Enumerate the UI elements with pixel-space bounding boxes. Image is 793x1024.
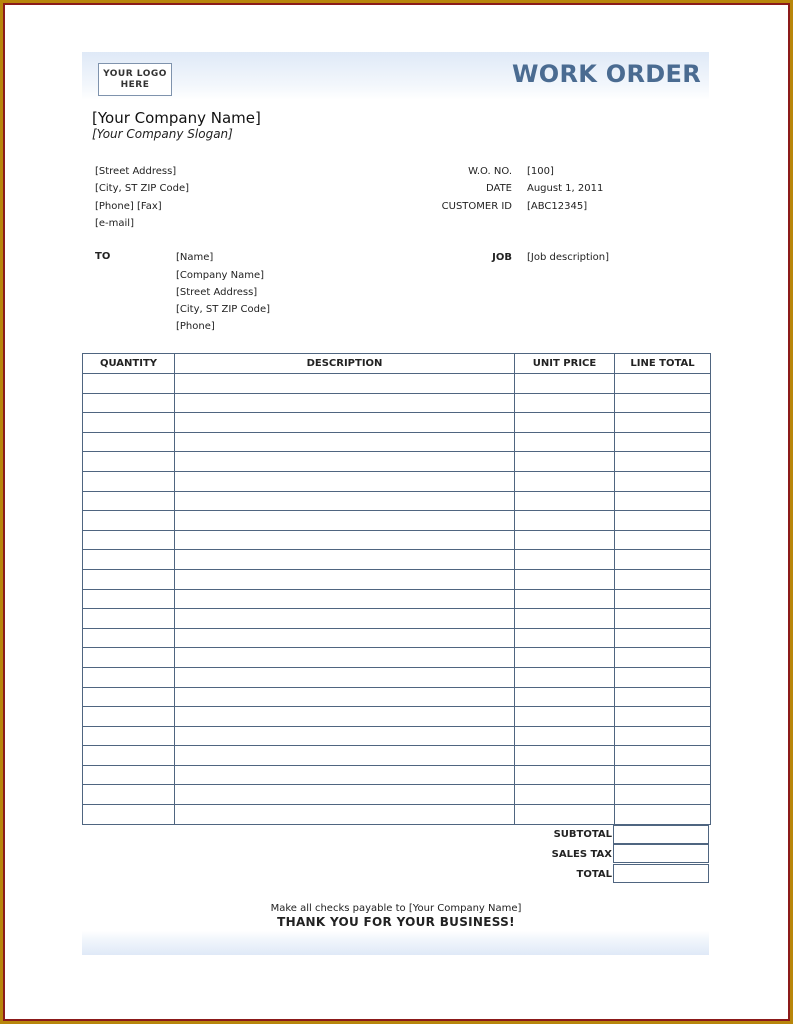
table-header-row [83,354,711,374]
document-title: WORK ORDER [512,60,701,88]
table-row [83,393,711,413]
line-items-table [82,353,711,825]
description-cell[interactable] [175,589,515,609]
description-cell[interactable] [175,471,515,491]
customer-id-value: [ABC12345] [527,201,588,212]
unit-price-cell[interactable] [515,530,615,550]
line-total-cell[interactable] [615,530,711,550]
to-street: [Street Address] [176,287,258,298]
to-city: [City, ST ZIP Code] [176,304,271,315]
table-row [83,452,711,472]
description-cell[interactable] [175,491,515,511]
quantity-cell[interactable] [83,550,175,570]
job-description: [Job description] [527,252,609,263]
unit-price-cell[interactable] [515,511,615,531]
table-row [83,589,711,609]
company-slogan: [Your Company Slogan] [92,127,233,141]
logo-line-1: YOUR LOGO [103,68,167,79]
description-cell[interactable] [175,374,515,394]
line-total-cell[interactable] [615,726,711,746]
line-total-cell[interactable] [615,667,711,687]
logo-placeholder [98,63,172,96]
description-cell[interactable] [175,785,515,805]
table-row [83,648,711,668]
line-total-cell[interactable] [615,609,711,629]
line-total-cell[interactable] [615,413,711,433]
table-row [83,491,711,511]
description-cell[interactable] [175,530,515,550]
quantity-cell[interactable] [83,530,175,550]
description-cell[interactable] [175,413,515,433]
unit-price-cell[interactable] [515,785,615,805]
description-cell[interactable] [175,569,515,589]
logo-line-2: HERE [120,79,150,90]
table-row [83,374,711,394]
unit-price-cell[interactable] [515,648,615,668]
quantity-cell[interactable] [83,511,175,531]
date-value: August 1, 2011 [527,183,604,194]
line-total-cell[interactable] [615,805,711,825]
table-row [83,511,711,531]
company-email: [e-mail] [95,218,134,229]
description-cell[interactable] [175,805,515,825]
description-cell[interactable] [175,667,515,687]
table-row [83,707,711,727]
wo-number-label: W.O. NO. [468,166,512,177]
unit-price-cell[interactable] [515,628,615,648]
unit-price-cell[interactable] [515,413,615,433]
quantity-cell[interactable] [83,707,175,727]
company-street: [Street Address] [95,166,177,177]
table-row [83,609,711,629]
unit-price-cell[interactable] [515,687,615,707]
unit-price-cell[interactable] [515,374,615,394]
thank-you-message: THANK YOU FOR YOUR BUSINESS! [277,915,515,929]
quantity-cell[interactable] [83,374,175,394]
description-cell[interactable] [175,393,515,413]
quantity-cell[interactable] [83,726,175,746]
line-total-cell[interactable] [615,785,711,805]
table-row [83,785,711,805]
unit-price-cell[interactable] [515,393,615,413]
description-cell[interactable] [175,648,515,668]
table-row [83,628,711,648]
unit-price-cell[interactable] [515,432,615,452]
unit-price-cell[interactable] [515,471,615,491]
to-phone: [Phone] [176,321,215,332]
to-name: [Name] [176,252,214,263]
unit-price-cell[interactable] [515,667,615,687]
quantity-cell[interactable] [83,609,175,629]
quantity-cell[interactable] [83,413,175,433]
header-quantity: QUANTITY [83,354,175,374]
line-total-cell[interactable] [615,628,711,648]
quantity-cell[interactable] [83,628,175,648]
quantity-cell[interactable] [83,432,175,452]
total-cell[interactable] [613,864,709,883]
unit-price-cell[interactable] [515,452,615,472]
unit-price-cell[interactable] [515,609,615,629]
subtotal-cell[interactable] [613,825,709,844]
description-cell[interactable] [175,609,515,629]
company-city: [City, ST ZIP Code] [95,183,190,194]
quantity-cell[interactable] [83,765,175,785]
line-total-cell[interactable] [615,511,711,531]
line-total-cell[interactable] [615,648,711,668]
unit-price-cell[interactable] [515,707,615,727]
line-total-cell[interactable] [615,765,711,785]
quantity-cell[interactable] [83,648,175,668]
company-name: [Your Company Name] [92,109,261,127]
header-line-total: LINE TOTAL [615,354,711,374]
line-total-cell[interactable] [615,491,711,511]
header-unit-price: UNIT PRICE [515,354,615,374]
description-cell[interactable] [175,550,515,570]
table-row [83,805,711,825]
table-row [83,667,711,687]
quantity-cell[interactable] [83,452,175,472]
date-label: DATE [485,183,512,194]
description-cell[interactable] [175,765,515,785]
quantity-cell[interactable] [83,687,175,707]
company-phone-fax: [Phone] [Fax] [95,201,162,212]
line-total-cell[interactable] [615,589,711,609]
to-label: TO [95,251,111,262]
table-row [83,413,711,433]
line-total-cell[interactable] [615,432,711,452]
subtotal-label: SUBTOTAL [553,829,612,840]
wo-number-value: [100] [527,166,554,177]
unit-price-cell[interactable] [515,550,615,570]
line-total-cell[interactable] [615,569,711,589]
line-total-cell[interactable] [615,707,711,727]
line-total-cell[interactable] [615,471,711,491]
line-total-cell[interactable] [615,687,711,707]
line-total-cell[interactable] [615,746,711,766]
job-label: JOB [492,252,512,263]
line-total-cell[interactable] [615,393,711,413]
table-row [83,432,711,452]
table-row [83,765,711,785]
line-total-cell[interactable] [615,452,711,472]
unit-price-cell[interactable] [515,805,615,825]
unit-price-cell[interactable] [515,569,615,589]
table-row [83,530,711,550]
quantity-cell[interactable] [83,471,175,491]
quantity-cell[interactable] [83,491,175,511]
description-cell[interactable] [175,511,515,531]
description-cell[interactable] [175,707,515,727]
payment-note: Make all checks payable to [Your Company Name] [270,903,522,914]
quantity-cell[interactable] [83,746,175,766]
sales-tax-cell[interactable] [613,844,709,863]
customer-id-label: CUSTOMER ID [441,201,512,212]
table-row [83,569,711,589]
quantity-cell[interactable] [83,667,175,687]
description-cell[interactable] [175,452,515,472]
to-company: [Company Name] [176,270,265,281]
table-row [83,746,711,766]
table-row [83,471,711,491]
table-row [83,726,711,746]
unit-price-cell[interactable] [515,726,615,746]
description-cell[interactable] [175,628,515,648]
quantity-cell[interactable] [83,569,175,589]
description-cell[interactable] [175,687,515,707]
quantity-cell[interactable] [83,589,175,609]
description-cell[interactable] [175,746,515,766]
unit-price-cell[interactable] [515,746,615,766]
line-total-cell[interactable] [615,374,711,394]
line-total-cell[interactable] [615,550,711,570]
quantity-cell[interactable] [83,805,175,825]
total-label: TOTAL [576,869,612,880]
quantity-cell[interactable] [83,785,175,805]
table-row [83,550,711,570]
unit-price-cell[interactable] [515,765,615,785]
quantity-cell[interactable] [83,393,175,413]
sales-tax-label: SALES TAX [551,849,612,860]
unit-price-cell[interactable] [515,491,615,511]
unit-price-cell[interactable] [515,589,615,609]
description-cell[interactable] [175,432,515,452]
footer-band [82,931,709,955]
table-row [83,687,711,707]
description-cell[interactable] [175,726,515,746]
header-description: DESCRIPTION [175,354,515,374]
